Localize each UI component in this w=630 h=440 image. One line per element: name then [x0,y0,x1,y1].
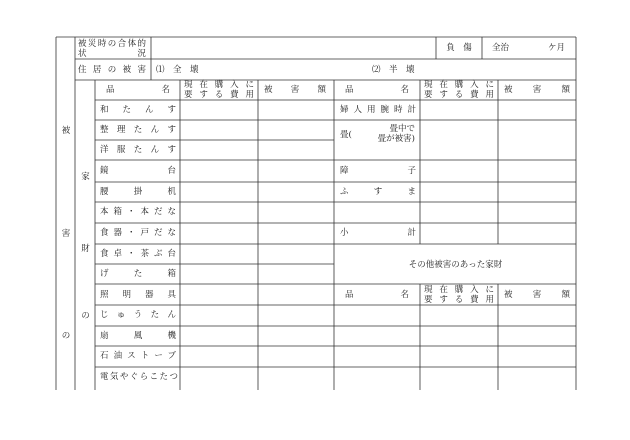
side-label-outer-2: 害 [61,229,71,239]
injury-label: 負 傷 [446,43,472,53]
right-item-tatami: 畳( [340,130,352,140]
injury-unit-label: ケ月 [548,43,566,53]
left-purchase-cost-header [184,80,254,100]
left-item-2: 整理たんす [100,125,176,135]
right-item-shoji: 障子 [340,166,416,176]
lower-purchase-cost-header-line2: 要する費用 [424,295,494,305]
tatami-note-line2: 畳が被害) [377,134,415,144]
left-item-1: 和たんす [100,105,176,115]
right-item-tatami-note [363,124,415,144]
left-item-14: 電気やぐらこたつ [100,372,178,382]
other-items-heading: その他被害のあった家財 [408,260,503,270]
left-item-7: 食器・戸だな [100,228,176,238]
lower-item-name-header: 品 名 [345,290,409,300]
left-item-5: 腰掛机 [100,187,176,197]
overall-condition-label-line1: 被災時の合体的 [78,39,146,49]
overall-condition-label [78,39,146,59]
dwelling-damage-label: 住居の被害 [78,65,146,75]
overall-condition-label-line2: 状 況 [78,49,146,59]
right-purchase-cost-header-line2: 要する費用 [424,90,494,100]
lower-damage-amount-header: 被 害 額 [504,290,570,300]
left-item-9: げた箱 [100,269,176,279]
tatami-note-line1: 畳中で [389,124,415,134]
left-item-13: 石油ストーブ [100,351,176,361]
right-damage-amount-header: 被 害 額 [504,85,570,95]
left-item-name-header: 品 名 [106,85,170,95]
side-label-inner-1: 家 [81,172,90,182]
side-label-inner-2: 財 [81,244,90,254]
left-purchase-cost-header-line2: 要する費用 [184,90,254,100]
lower-purchase-cost-header-line1: 現在購入に [424,285,494,295]
dwelling-option-total-collapse[interactable]: ⑴ 全 壊 [156,65,199,75]
left-item-11: じゅうたん [100,310,176,320]
left-item-12: 扇風機 [100,331,176,341]
left-item-4: 鏡台 [100,166,176,176]
side-label-inner-3: の [81,311,90,321]
side-label-outer-1: 被 [61,126,71,136]
overall-condition-field[interactable] [152,38,435,58]
left-item-6: 本箱・本だな [100,207,176,217]
right-purchase-cost-header [424,80,494,100]
left-damage-amount-header: 被 害 額 [264,85,326,95]
lower-purchase-cost-header [424,285,494,305]
side-label-outer-3: の [61,331,71,341]
right-purchase-cost-header-line1: 現在購入に [424,80,494,90]
right-item-fusuma: ふすま [340,187,416,197]
left-item-3: 洋服たんす [100,145,176,155]
left-purchase-cost-header-line1: 現在購入に [184,80,254,90]
injury-value-label: 全治 [492,43,510,53]
right-item-watch: 婦人用腕時計 [340,105,416,115]
dwelling-option-half-collapse[interactable]: ⑵ 半 壊 [372,65,415,75]
left-item-10: 照明器具 [100,290,176,300]
right-item-subtotal: 小計 [340,228,416,238]
left-item-8: 食卓・茶ぶ台 [100,249,176,259]
right-item-name-header: 品 名 [345,85,409,95]
